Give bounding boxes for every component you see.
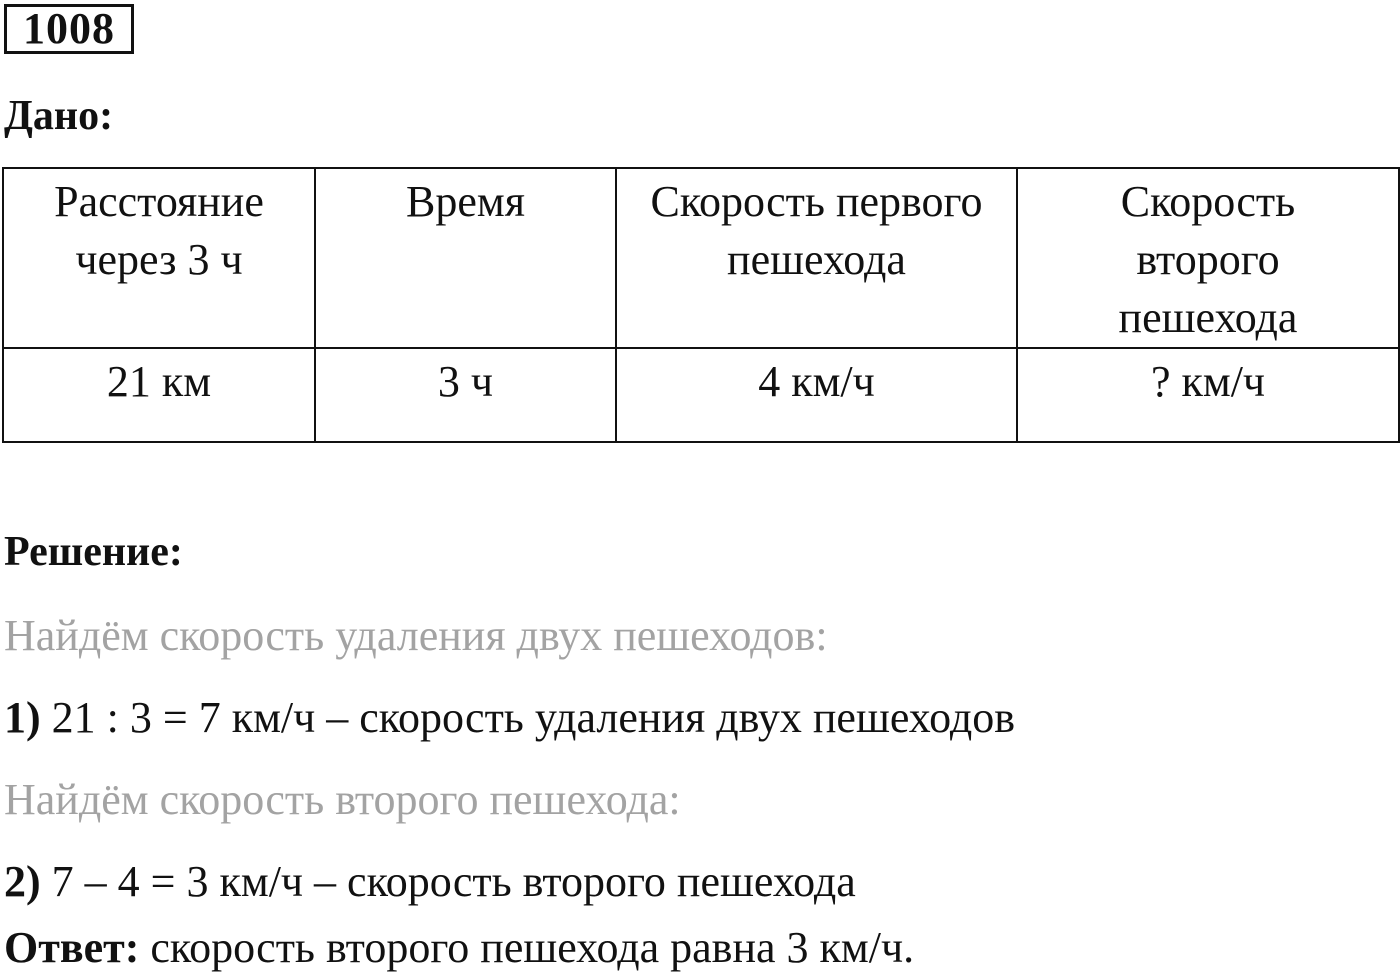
header-speed-first-line-2: пешехода [727,235,906,284]
answer [4,922,914,974]
header-distance-line-1: Расстояние [54,177,264,226]
header-speed-first-line-1: Скорость первого [650,177,983,226]
given-table [2,167,1400,443]
header-time-line-1: Время [406,177,525,226]
step-1-number: 1) [4,693,41,742]
step-2-number: 2) [4,857,41,906]
hint-2: Найдём скорость второго пешехода: [4,775,681,824]
value-distance: 21 км [3,348,315,442]
answer-text: скорость второго пешехода равна 3 км/ч. [139,923,915,972]
step-2-text: 7 – 4 = 3 км/ч – скорость второго пешехода [40,857,856,906]
header-distance-line-2: через 3 ч [75,235,243,284]
header-time [315,168,616,348]
given-heading: Дано: [4,93,114,139]
table-header-row [3,168,1399,348]
step-1-text: 21 : 3 = 7 км/ч – скорость удаления двух пешеходов [40,693,1015,742]
header-speed-second-line-3: пешехода [1118,293,1298,342]
header-speed-second-line-1: Скорость [1120,177,1296,226]
step-1 [4,692,1015,744]
value-speed-second: ? км/ч [1017,348,1399,442]
table-value-row [3,348,1399,442]
task-number: 1008 [4,4,134,54]
step-2 [4,856,856,908]
solution-heading: Решение: [4,529,183,575]
value-time: 3 ч [315,348,616,442]
header-speed-second-line-2: второго [1136,235,1280,284]
hint-1: Найдём скорость удаления двух пешеходов: [4,611,828,660]
header-distance [3,168,315,348]
header-speed-first [616,168,1017,348]
value-speed-first: 4 км/ч [616,348,1017,442]
answer-label: Ответ: [4,923,140,972]
header-speed-second [1017,168,1399,348]
